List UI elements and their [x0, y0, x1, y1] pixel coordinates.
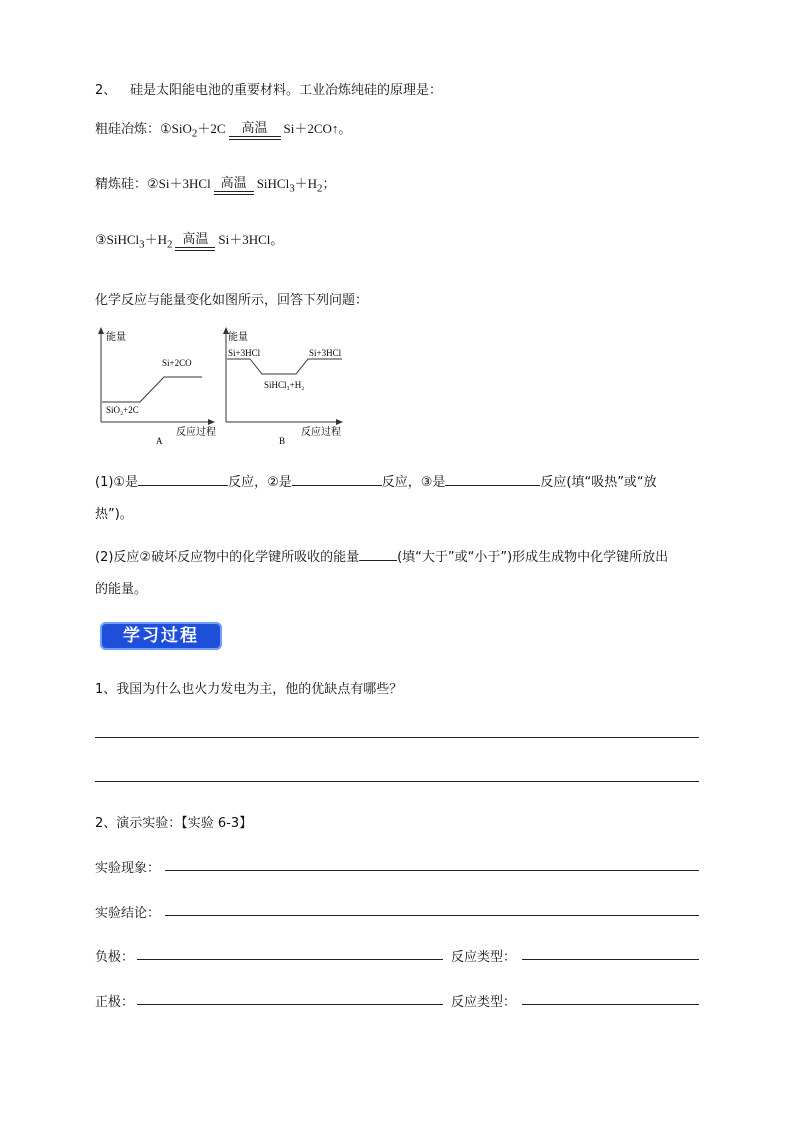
reaction-3-lhs: $③SiHCl_3+H_2$	[95, 232, 173, 251]
reaction-3-rhs: Si＋3HCl。	[218, 232, 284, 247]
diagram-a-ylabel: 能量	[106, 332, 126, 343]
diagram-a-energy-curve	[102, 377, 202, 402]
reaction-2-lhs: ②Si＋3HCl	[147, 176, 211, 191]
phenomenon-line[interactable]	[165, 870, 699, 871]
positive-electrode-label: 正极：	[95, 995, 135, 1010]
negative-type-line[interactable]	[522, 959, 699, 960]
reaction-2-rhs: $SiHCl_3+H_2$；	[256, 176, 336, 195]
diagram-a-xlabel: 反应过程	[176, 427, 216, 438]
conclusion-label: 实验结论：	[95, 906, 161, 921]
sub-question-2: (2)反应②破坏反应物中的化学键所吸收的能量 (填“大于”或“小于”)形成生成物中化学键所放出	[95, 546, 668, 565]
answer-blank-3[interactable]	[445, 471, 540, 486]
answer-line-2[interactable]	[95, 781, 699, 782]
diagram-b-caption: B	[279, 436, 286, 446]
energy-diagrams	[90, 322, 360, 452]
answer-blank-4[interactable]	[359, 546, 397, 561]
diagram-a-caption: A	[156, 436, 163, 446]
sub-question-2-cont: 的能量。	[95, 582, 148, 597]
reaction-1-rhs: Si＋2CO↑。	[283, 121, 352, 136]
question-number: 2、	[95, 83, 117, 98]
diagram-a-high-label: Si+2CO	[162, 358, 192, 368]
study-question-2: 2、演示实验：【实验 6-3】	[95, 816, 253, 831]
diagram-b-ylabel: 能量	[228, 332, 248, 343]
negative-electrode-label: 负极：	[95, 950, 135, 965]
answer-blank-1[interactable]	[138, 471, 228, 486]
positive-type-line[interactable]	[522, 1004, 699, 1005]
reaction-3	[95, 229, 283, 251]
diagram-b-xlabel: 反应过程	[301, 427, 341, 438]
study-question-1: 1、我国为什么也火力发电为主，他的优缺点有哪些？	[95, 682, 403, 697]
diagram-b-start-label: Si+3HCl	[228, 348, 261, 358]
reaction-2-condition: 高温	[214, 177, 254, 195]
conclusion-line[interactable]	[165, 915, 699, 916]
diagram-b-end-label: Si+3HCl	[309, 348, 342, 358]
diagram-b-energy-curve	[227, 359, 342, 374]
reaction-1-lhs: ①SiO$_2$＋2C	[160, 121, 226, 140]
figure-intro: 化学反应与能量变化如图所示，回答下列问题：	[95, 293, 369, 308]
diagram-a-low-label: SiO₂+2C	[106, 405, 139, 415]
section-badge: 学习过程	[100, 622, 222, 650]
energy-diagram-b	[226, 328, 342, 446]
positive-type-label: 反应类型：	[451, 995, 517, 1010]
reaction-1-label: 粗硅冶炼：	[95, 122, 161, 137]
question-intro: 硅是太阳能电池的重要材料。工业冶炼纯硅的原理是：	[130, 83, 443, 98]
reaction-2-label: 精炼硅：	[95, 177, 148, 192]
energy-diagram-a	[101, 328, 216, 446]
negative-electrode-line[interactable]	[137, 959, 443, 960]
reaction-2	[95, 173, 335, 195]
reaction-1-condition: 高温	[229, 122, 281, 140]
answer-blank-2[interactable]	[292, 471, 382, 486]
sub-question-1: (1)①是 反应，②是 反应，③是 反应(填“吸热”或“放	[95, 471, 657, 490]
phenomenon-label: 实验现象：	[95, 861, 161, 876]
positive-electrode-line[interactable]	[137, 1004, 443, 1005]
sub-question-1-cont: 热”)。	[95, 507, 133, 522]
answer-line-1[interactable]	[95, 737, 699, 738]
reaction-3-condition: 高温	[175, 233, 215, 251]
reaction-1	[95, 118, 351, 140]
negative-type-label: 反应类型：	[451, 950, 517, 965]
diagram-b-mid-label: SiHCl₃+H₂	[264, 380, 305, 390]
